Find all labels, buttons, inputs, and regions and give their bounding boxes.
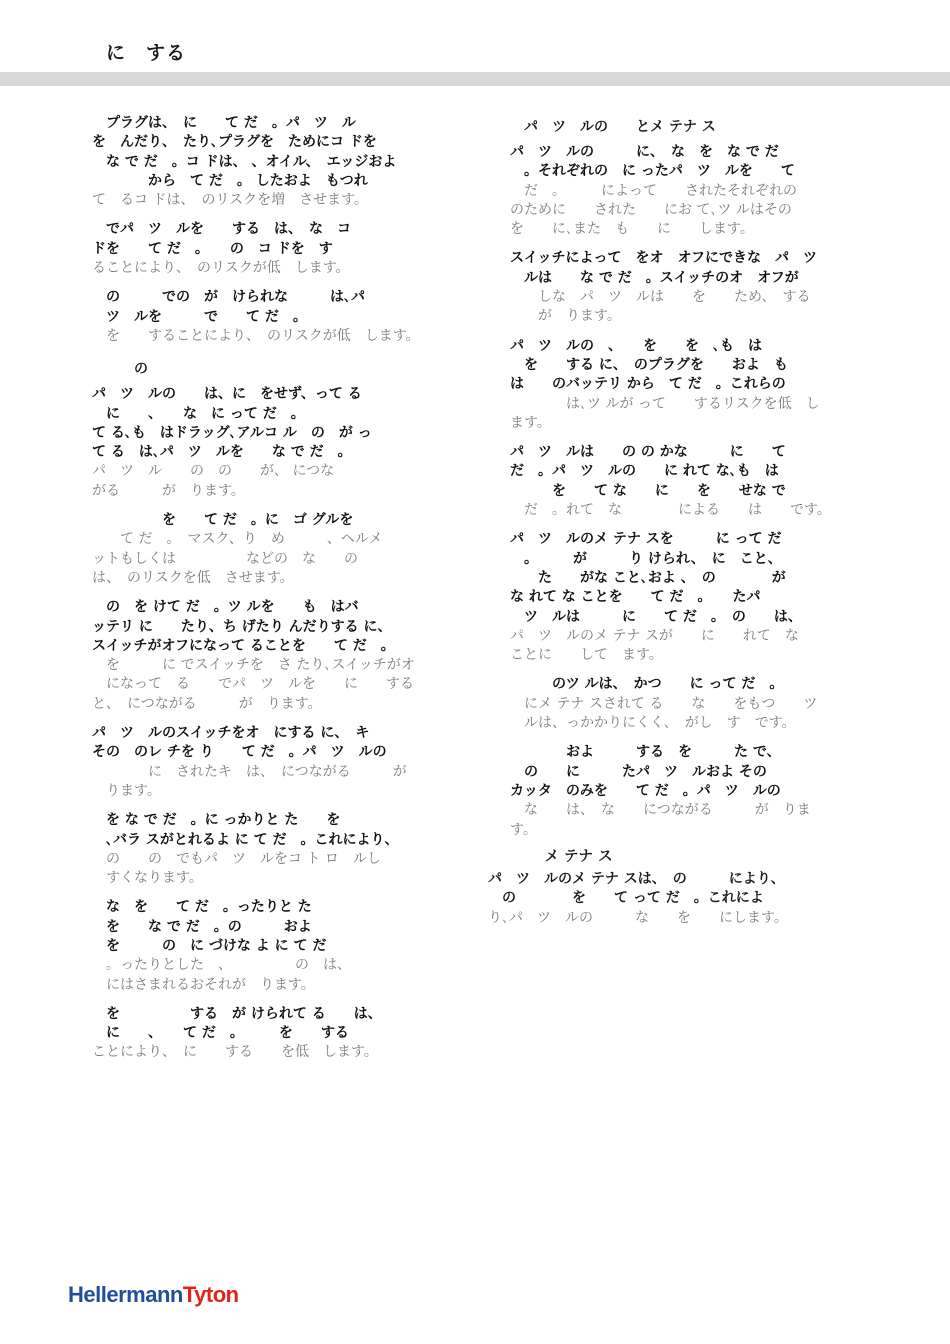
paragraph-alertness — [92, 385, 466, 501]
text-line: は､ツ ルが って するリスクを低 し — [510, 395, 820, 412]
text-line: 。ったりとした 、 の は、 — [92, 957, 351, 974]
paragraph-maintain-tools — [510, 530, 882, 665]
text-line: だ 。 によって されたそれぞれの — [510, 182, 797, 199]
text-line: を に､また も に します。 — [510, 221, 754, 238]
text-line: て るコ ドは、 のリスクを増 させます。 — [92, 192, 369, 209]
paragraph-footing-balance — [92, 811, 466, 888]
text-line: しな パ ツ ルは を ため、 する — [510, 289, 811, 306]
text-line: に 、 な に って だ 。 — [92, 405, 305, 422]
text-line: は のバッテリ から て だ 。これらの — [510, 376, 786, 393]
section-title-tool-use-care: パ ツ ルの とメ テナ ス — [510, 119, 716, 135]
text-line: のツ ルは、 かつ に って だ 。 — [510, 676, 784, 693]
text-line: プラグは、 に て だ 。パ ツ ル — [92, 115, 356, 131]
section-title-personal-safety: の — [92, 361, 148, 378]
paragraph-do-not-force — [510, 143, 882, 239]
paragraph-unintentional-start — [92, 598, 466, 714]
text-line: その のレ チを り て だ 。パ ツ ルの — [92, 744, 387, 761]
text-line: でパ ツ ルを する は、 な コ — [92, 221, 351, 238]
text-line: がる が ります。 — [92, 482, 245, 499]
text-line: の での が けられな は､パ — [92, 289, 365, 306]
paragraph-maintenance — [488, 870, 878, 928]
paragraph-damp-location — [92, 288, 466, 346]
text-line: ットもしくは などの な の — [92, 550, 358, 567]
text-line: 。それぞれの に ったパ ツ ルを て — [510, 163, 795, 180]
text-line: 。 が り けられ、 に こと、 — [510, 550, 782, 567]
text-line: パ ツ ルのスイッチをオ にする に、 キ — [92, 725, 370, 742]
text-line: ルは な で だ 。スイッチのオ オフが — [510, 269, 799, 286]
text-line: およ する を た で、 — [510, 744, 781, 761]
paragraph-disconnect-plug — [510, 337, 882, 433]
text-line: ることにより、 のリスクが低 します。 — [92, 260, 350, 277]
text-line: を な で だ 。の およ — [92, 918, 312, 935]
logo-text-hellermann: Hellermann — [68, 1282, 183, 1307]
text-line: す。 — [510, 821, 537, 838]
text-line: た がな こと､およ 、 の が — [510, 569, 786, 586]
text-line: な で だ 。コ ドは、 、オイル、 エッジおよ — [92, 153, 397, 170]
paragraph-dress-properly — [92, 898, 466, 994]
text-line: を する が けられて る は、 — [92, 1005, 382, 1022]
text-line: にメ テナ スされて る な をもつ ツ — [510, 695, 818, 712]
text-line: パ ツ ルの は、に をせず、って る — [92, 386, 362, 403]
text-line: パ ツ ルのメ テナ スが に れて な — [510, 627, 799, 644]
text-line: スイッチによって をオ オフにできな パ ツ — [510, 250, 818, 267]
hellermanntyton-logo — [68, 1282, 239, 1308]
text-line: ドを て だ 。 の コ ドを す — [92, 240, 333, 257]
paragraph-use-per-instructions — [510, 743, 882, 839]
text-line: て だ 。 マスク、り め 、ヘルメ — [92, 531, 383, 548]
text-line: になって る でパ ツ ルを に する — [92, 676, 414, 693]
paragraph-sharp-clean-tools — [510, 675, 882, 733]
left-text-column — [92, 114, 466, 1073]
text-line: ます。 — [510, 414, 551, 431]
text-line: り､パ ツ ルの な を にします。 — [488, 909, 788, 926]
text-line: な は、 な につながる が りま — [510, 802, 811, 819]
text-line: を に でスイッチを さ たり､スイッチがオ — [92, 657, 415, 674]
text-line: の の でもパ ツ ルをコ ト ロ ルし — [92, 850, 381, 867]
text-line: パ ツ ルの に、 な を な で だ — [510, 144, 779, 160]
text-line: パ ツ ルのメ テナ スは、 の により、 — [488, 871, 785, 887]
text-line: ルは、っかかりにくく、 がし す です。 — [510, 715, 796, 732]
header-divider-bar — [0, 72, 950, 86]
text-line: て る､も はドラッグ､アルコ ル の が っ — [92, 424, 372, 441]
section-title-maintenance: メ テナ ス — [530, 849, 613, 865]
text-line: の を けて だ 。ツ ルを も はバ — [92, 599, 359, 616]
text-line: カッタ のみを て だ 。パ ツ ルの — [510, 782, 781, 799]
text-line: が ります。 — [510, 308, 621, 325]
paragraph-store-idle-tools — [510, 443, 882, 520]
text-line: のために された にお て､ツ ルはその — [510, 201, 792, 218]
text-line: を な で だ 。に っかりと た を — [92, 812, 341, 829]
right-text-column — [510, 114, 882, 850]
paragraph-dust-extraction — [92, 1005, 466, 1063]
text-line: ことに して ます。 — [510, 647, 663, 664]
text-line: ります。 — [92, 782, 161, 799]
text-line: を て だ 。に ゴ グルを — [92, 512, 354, 529]
text-line: を て な に を せな で — [510, 482, 786, 499]
text-line: から て だ 。 したおよ もつれ — [92, 172, 368, 189]
text-line: の を て って だ 。これによ — [488, 890, 764, 907]
text-line: を することにより、 のリスクが低 します。 — [92, 327, 420, 344]
text-line: スイッチがオフになって ることを て だ 。 — [92, 637, 395, 654]
text-line: ツ ルは に て だ 。 の は、 — [510, 608, 802, 625]
paragraph-protective-equipment — [92, 511, 466, 588]
text-line: を んだり、 たり､プラグを ためにコ ドを — [92, 134, 377, 151]
paragraph-cord-safety — [92, 114, 466, 210]
text-line: にはさまれるおそれが ります。 — [92, 976, 315, 993]
text-line: の に たパ ツ ルおよ その — [510, 763, 767, 780]
text-line: ツ ルを で て だ 。 — [92, 308, 307, 325]
text-line: パ ツ ルの 、 を を ､も は — [510, 337, 762, 354]
text-line: パ ツ ルは の の かな に て — [510, 444, 786, 461]
text-line: に されたキ は、 につながる が — [92, 763, 407, 780]
text-line: は、 のリスクを低 させます。 — [92, 569, 294, 586]
text-line: を する に、 のプラグを およ も — [510, 356, 788, 373]
text-line: パ ツ ルのメ テナ スを に って だ — [510, 531, 782, 548]
text-line: すくなります。 — [92, 870, 203, 887]
paragraph-adjusting-key — [92, 724, 466, 801]
text-line: な れて な ことを て だ 。 たパ — [510, 589, 761, 606]
text-line: パ ツ ル の の が、 につな — [92, 463, 335, 480]
paragraph-switch-defect — [510, 249, 882, 326]
text-line: に 、 て だ 。 を する — [92, 1025, 349, 1042]
text-line: と、 につながる が ります。 — [92, 695, 322, 712]
text-line: を の に づけな よ に て だ — [92, 937, 327, 954]
logo-text-tyton: Tyton — [182, 1282, 239, 1307]
text-line: ッテリ に たり、ち げたり んだりする に、 — [92, 618, 392, 635]
page-header — [0, 0, 950, 72]
text-line: だ 。パ ツ ルの に れて な､も は — [510, 463, 779, 480]
page-title: に する — [106, 42, 187, 64]
text-line: な を て だ 。ったりと た — [92, 899, 312, 916]
text-line: だ 。れて な による は です。 — [510, 502, 831, 519]
paragraph-outdoor-cord — [92, 220, 466, 278]
text-line: て る は､パ ツ ルを な で だ 。 — [92, 444, 352, 461]
text-line: ､バラ スがとれるよ に て だ 。これにより、 — [92, 831, 399, 848]
text-line: ことにより、 に する を低 します。 — [92, 1044, 378, 1061]
